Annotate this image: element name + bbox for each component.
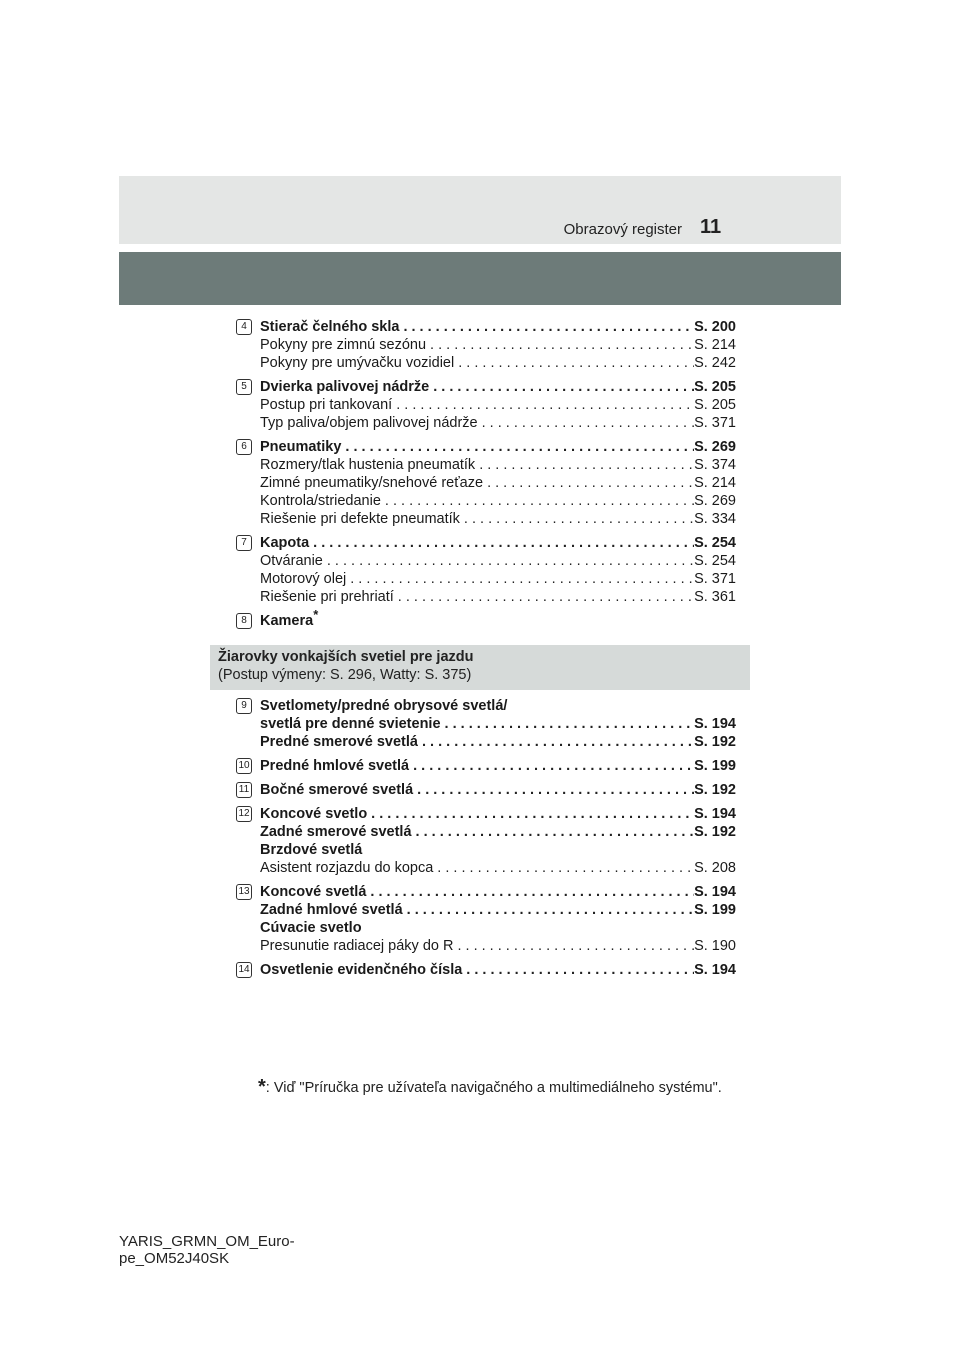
index-subitem-row	[260, 456, 736, 474]
dot-leader	[441, 715, 695, 733]
document-id-line-1: YARIS_GRMN_OM_Euro-	[119, 1233, 295, 1250]
page-reference: S. 190	[694, 938, 736, 954]
page-reference: S. 192	[694, 824, 736, 840]
index-label: Predné smerové svetlá	[260, 734, 418, 750]
bulbs-section-title: Žiarovky vonkajších svetiel pre jazdu	[218, 649, 474, 665]
footnote-marker: *	[313, 607, 319, 623]
index-entry	[236, 378, 736, 432]
callout-number-badge: 13	[236, 884, 252, 900]
dot-leader	[381, 492, 694, 510]
callout-number-badge: 8	[236, 613, 252, 629]
index-label: Riešenie pri prehriatí	[260, 589, 394, 605]
index-subitem-row	[260, 396, 736, 414]
index-label: Osvetlenie evidenčného čísla	[260, 962, 463, 978]
callout-number-badge: 12	[236, 806, 252, 822]
dot-leader	[366, 883, 694, 901]
dot-leader	[346, 570, 694, 588]
page-reference: S. 194	[694, 716, 736, 732]
page-reference: S. 254	[694, 553, 736, 569]
index-subitem-row	[260, 414, 736, 432]
index-heading-row	[260, 534, 736, 552]
page-reference: S. 371	[694, 571, 736, 587]
index-label: Stierač čelného skla	[260, 319, 400, 335]
callout-number-badge: 6	[236, 439, 252, 455]
dot-leader	[454, 354, 694, 372]
index-label: Pneumatiky	[260, 439, 342, 455]
page-reference: S. 214	[694, 475, 736, 491]
index-label: Koncové svetlá	[260, 884, 367, 900]
index-subitem-row	[260, 492, 736, 510]
index-label: Otváranie	[260, 553, 323, 569]
section-title: Obrazový register	[563, 221, 682, 238]
index-entry	[236, 607, 736, 630]
page-number: 11	[700, 216, 722, 238]
page-reference: S. 194	[694, 962, 736, 978]
dot-leader	[341, 438, 694, 456]
index-label: Riešenie pri defekte pneumatík	[260, 511, 460, 527]
page-reference: S. 192	[694, 734, 736, 750]
index-label: Postup pri tankovaní	[260, 397, 393, 413]
footnote	[258, 1076, 722, 1098]
index-heading-row	[260, 733, 736, 751]
index-label: Koncové svetlo	[260, 806, 368, 822]
page-reference: S. 205	[694, 379, 736, 395]
page-reference: S. 334	[694, 511, 736, 527]
index-group-exterior	[236, 318, 736, 636]
index-heading-row	[260, 438, 736, 456]
index-label: Brzdové svetlá	[260, 842, 363, 858]
index-heading-row	[260, 607, 736, 630]
index-label: Bočné smerové svetlá	[260, 782, 414, 798]
index-label: Presunutie radiacej páky do R	[260, 938, 454, 954]
index-subitem-row	[260, 474, 736, 492]
bulbs-section-subtitle: (Postup výmeny: S. 296, Watty: S. 375)	[218, 667, 472, 683]
index-subitem-row	[260, 570, 736, 588]
dot-leader	[403, 901, 694, 919]
index-subitem-row	[260, 336, 736, 354]
dot-leader	[478, 414, 694, 432]
dot-leader	[429, 378, 694, 396]
index-label: Dvierka palivovej nádrže	[260, 379, 430, 395]
document-id	[119, 1233, 295, 1267]
index-subitem-row	[260, 937, 736, 955]
index-entry	[236, 534, 736, 606]
page-reference: S. 200	[694, 319, 736, 335]
callout-number-badge: 10	[236, 758, 252, 774]
callout-number-badge: 7	[236, 535, 252, 551]
page-reference: S. 214	[694, 337, 736, 353]
dot-leader	[409, 757, 694, 775]
index-heading-row	[260, 841, 736, 859]
footnote-text: : Viď "Príručka pre užívateľa navigačného a multimediálneho systému".	[265, 1080, 722, 1096]
index-label: Rozmery/tlak hustenia pneumatík	[260, 457, 476, 473]
page-reference: S. 361	[694, 589, 736, 605]
index-label: Pokyny pre zimnú sezónu	[260, 337, 427, 353]
dot-leader	[392, 396, 694, 414]
callout-number-badge: 14	[236, 962, 252, 978]
callout-number-badge: 9	[236, 698, 252, 714]
footnote-star: *	[258, 1076, 266, 1098]
index-label: Kamera	[260, 613, 314, 629]
page-reference: S. 254	[694, 535, 736, 551]
page-reference: S. 194	[694, 884, 736, 900]
index-heading-row	[260, 757, 736, 775]
dot-leader	[453, 937, 694, 955]
index-label: Pokyny pre umývačku vozidiel	[260, 355, 455, 371]
index-heading-row	[260, 823, 736, 841]
index-label: Cúvacie svetlo	[260, 920, 362, 936]
index-heading-row	[260, 901, 736, 919]
index-heading-row	[260, 318, 736, 336]
dot-leader	[460, 510, 694, 528]
index-entry	[236, 781, 736, 799]
page-reference: S. 199	[694, 758, 736, 774]
index-entry	[236, 318, 736, 372]
index-entry	[236, 438, 736, 528]
dot-leader	[462, 961, 694, 979]
dot-leader	[367, 805, 694, 823]
index-label: Motorový olej	[260, 571, 347, 587]
page-reference: S. 242	[694, 355, 736, 371]
index-entry	[236, 697, 736, 751]
index-entry	[236, 757, 736, 775]
index-heading-row	[260, 781, 736, 799]
index-label: Kapota	[260, 535, 310, 551]
dot-leader	[426, 336, 694, 354]
index-subitem-row	[260, 859, 736, 877]
index-heading-row	[260, 883, 736, 901]
page-reference: S. 199	[694, 902, 736, 918]
index-heading-row	[260, 697, 736, 715]
index-heading-row	[260, 961, 736, 979]
callout-number-badge: 4	[236, 319, 252, 335]
index-label: Zadné smerové svetlá	[260, 824, 412, 840]
header-band-dark	[119, 252, 841, 305]
index-heading-row	[260, 715, 736, 733]
dot-leader	[309, 534, 694, 552]
index-label: Zadné hmlové svetlá	[260, 902, 403, 918]
page-reference: S. 205	[694, 397, 736, 413]
index-label: Kontrola/striedanie	[260, 493, 381, 509]
dot-leader	[412, 823, 695, 841]
page-reference: S. 192	[694, 782, 736, 798]
page-reference: S. 208	[694, 860, 736, 876]
index-group-bulbs	[236, 697, 736, 985]
dot-leader	[394, 588, 694, 606]
page-reference: S. 374	[694, 457, 736, 473]
page-reference: S. 194	[694, 806, 736, 822]
page-reference: S. 269	[694, 493, 736, 509]
callout-number-badge: 11	[236, 782, 252, 798]
index-subitem-row	[260, 588, 736, 606]
index-label: Asistent rozjazdu do kopca	[260, 860, 434, 876]
index-subitem-row	[260, 552, 736, 570]
index-label: Predné hmlové svetlá	[260, 758, 410, 774]
page-reference: S. 371	[694, 415, 736, 431]
index-subitem-row	[260, 510, 736, 528]
dot-leader	[323, 552, 694, 570]
dot-leader	[483, 474, 694, 492]
index-label: Zimné pneumatiky/snehové reťaze	[260, 475, 484, 491]
document-id-line-2: pe_OM52J40SK	[119, 1250, 230, 1267]
callout-number-badge: 5	[236, 379, 252, 395]
index-entry	[236, 883, 736, 955]
page-reference: S. 269	[694, 439, 736, 455]
dot-leader	[399, 318, 694, 336]
index-heading-row	[260, 378, 736, 396]
index-label: Svetlomety/predné obrysové svetlá/	[260, 698, 508, 714]
index-entry	[236, 805, 736, 877]
index-heading-row	[260, 805, 736, 823]
dot-leader	[475, 456, 694, 474]
dot-leader	[413, 781, 694, 799]
dot-leader	[433, 859, 694, 877]
index-entry	[236, 961, 736, 979]
index-subitem-row	[260, 354, 736, 372]
index-label: Typ paliva/objem palivovej nádrže	[260, 415, 478, 431]
index-label: svetlá pre denné svietenie	[260, 716, 441, 732]
index-heading-row	[260, 919, 736, 937]
bulbs-section-band	[210, 645, 750, 690]
dot-leader	[418, 733, 694, 751]
